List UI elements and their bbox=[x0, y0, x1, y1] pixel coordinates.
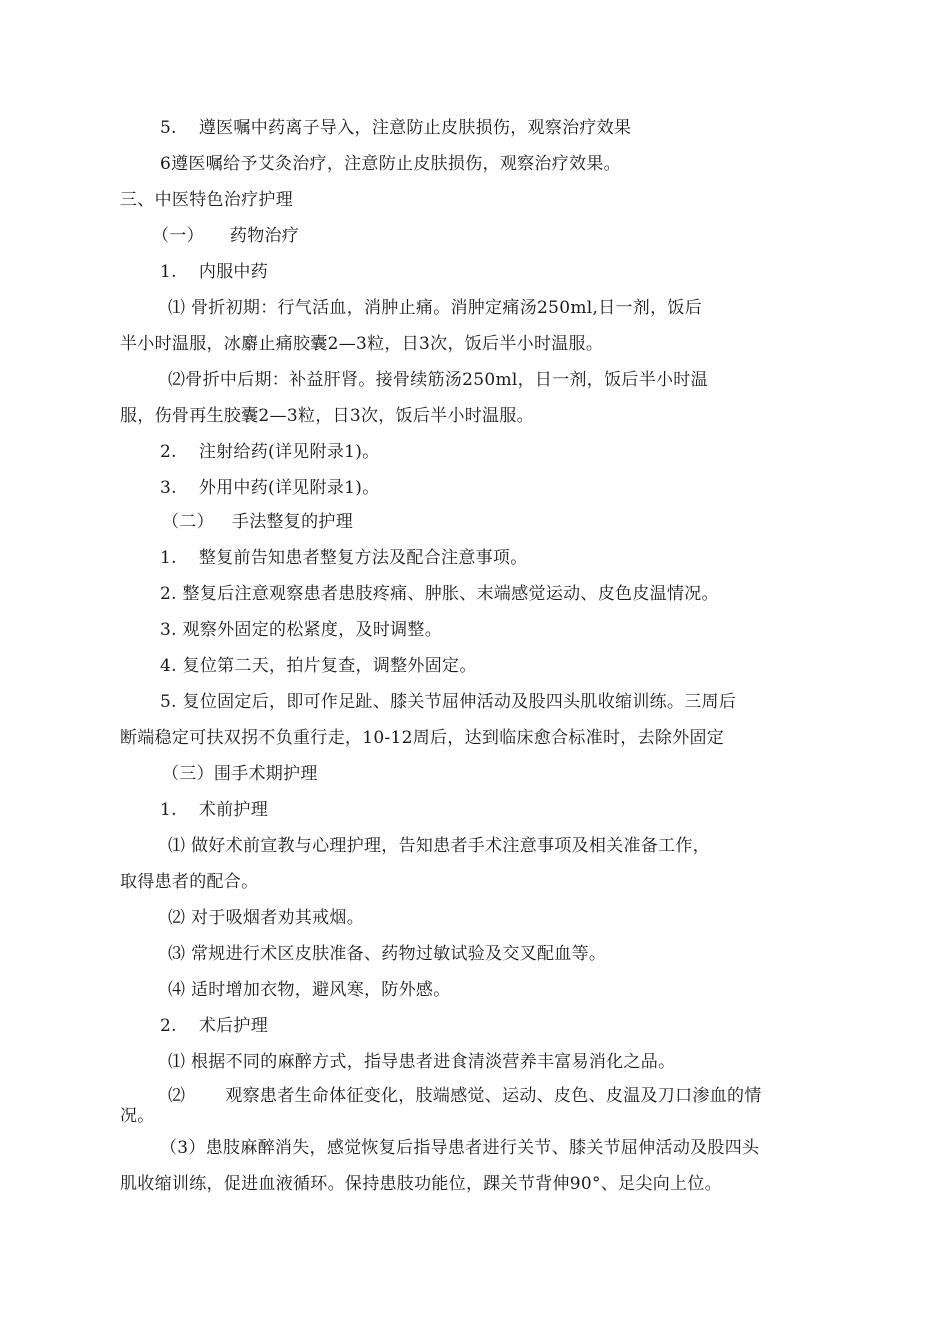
subsection-heading bbox=[152, 225, 299, 247]
paragraph-line bbox=[160, 441, 380, 463]
list-number: 2. bbox=[160, 1016, 177, 1036]
paragraph-line bbox=[160, 799, 268, 821]
paragraph-line bbox=[168, 979, 451, 1001]
line-text: 断端稳定可扶双拐不负重行走，10-12周后，达到临床愈合标准时，去除外固定 bbox=[120, 728, 725, 748]
paragraph-line bbox=[160, 153, 621, 175]
line-text: 三、中医特色治疗护理 bbox=[120, 190, 293, 210]
line-text: 术前护理 bbox=[198, 800, 269, 820]
paragraph-line bbox=[120, 727, 724, 749]
line-text: 3. 观察外固定的松紧度，及时调整。 bbox=[160, 620, 443, 640]
paragraph-line bbox=[160, 691, 736, 713]
line-text: 服，伤骨再生胶囊2—3粒，日3次，饭后半小时温服。 bbox=[120, 406, 534, 426]
paragraph-line bbox=[160, 117, 631, 139]
line-text: 术后护理 bbox=[198, 1016, 269, 1036]
paragraph-line bbox=[160, 1015, 268, 1037]
list-number: 1. bbox=[160, 548, 177, 568]
line-text: 6遵医嘱给予艾灸治疗，注意防止皮肤损伤，观察治疗效果。 bbox=[160, 154, 621, 174]
list-number: ⑵ bbox=[168, 1086, 186, 1106]
paragraph-line bbox=[168, 835, 710, 857]
list-number: 3. bbox=[160, 478, 177, 498]
paragraph-line bbox=[160, 547, 528, 569]
line-text: 5. 复位固定后，即可作足趾、膝关节屈伸活动及股四头肌收缩训练。三周后 bbox=[160, 692, 737, 712]
paragraph-line bbox=[120, 871, 258, 893]
paragraph-line bbox=[160, 261, 268, 283]
paragraph-line bbox=[160, 655, 477, 677]
paragraph-line bbox=[120, 1105, 155, 1127]
line-text: 整复前告知患者整复方法及配合注意事项。 bbox=[198, 548, 528, 568]
line-text: ⑵骨折中后期：补益肝肾。接骨续筋汤250ml，日一剂，饭后半小时温 bbox=[168, 370, 708, 390]
paragraph-line bbox=[160, 583, 719, 605]
line-text: 观察患者生命体征变化，肢端感觉、运动、皮色、皮温及刀口渗血的情 bbox=[225, 1086, 762, 1106]
line-text: 注射给药(详见附录1)。 bbox=[198, 442, 380, 462]
paragraph-line bbox=[168, 1085, 762, 1107]
subsection-heading bbox=[162, 763, 318, 785]
paragraph-line bbox=[120, 333, 603, 355]
line-text: 取得患者的配合。 bbox=[120, 872, 259, 892]
list-number: 5. bbox=[160, 118, 177, 138]
line-text: 半小时温服，冰麝止痛胶囊2—3粒，日3次，饭后半小时温服。 bbox=[120, 334, 604, 354]
line-text: 手法整复的护理 bbox=[231, 512, 354, 532]
line-text: （三）围手术期护理 bbox=[162, 764, 318, 784]
list-number: 1. bbox=[160, 800, 177, 820]
line-text: 外用中药(详见附录1)。 bbox=[198, 478, 380, 498]
line-text: 遵医嘱中药离子导入，注意防止皮肤损伤，观察治疗效果 bbox=[198, 118, 632, 138]
subsection-heading bbox=[162, 511, 353, 533]
paragraph-line bbox=[160, 1137, 759, 1159]
line-text: 2. 整复后注意观察患者患肢疼痛、肿胀、末端感觉运动、皮色皮温情况。 bbox=[160, 584, 719, 604]
paragraph-line bbox=[160, 619, 442, 641]
paragraph-line bbox=[168, 907, 364, 929]
paragraph-line bbox=[120, 1173, 722, 1195]
line-text: ⑴ 根据不同的麻醉方式，指导患者进食清淡营养丰富易消化之品。 bbox=[168, 1052, 676, 1072]
paragraph-line bbox=[168, 297, 702, 319]
section-heading bbox=[120, 189, 293, 211]
paragraph-line bbox=[120, 405, 534, 427]
list-number: （一） bbox=[152, 226, 204, 246]
line-text: 药物治疗 bbox=[229, 226, 300, 246]
paragraph-line bbox=[168, 369, 708, 391]
line-text: 内服中药 bbox=[198, 262, 269, 282]
paragraph-line bbox=[168, 1051, 675, 1073]
list-number: 2. bbox=[160, 442, 177, 462]
line-text: 4. 复位第二天，拍片复查，调整外固定。 bbox=[160, 656, 477, 676]
line-text: ⑷ 适时增加衣物，避风寒，防外感。 bbox=[168, 980, 451, 1000]
line-text: ⑵ 对于吸烟者劝其戒烟。 bbox=[168, 908, 365, 928]
line-text: （3）患肢麻醉消失，感觉恢复后指导患者进行关节、膝关节屈伸活动及股四头 bbox=[160, 1138, 760, 1158]
line-text: ⑶ 常规进行术区皮肤准备、药物过敏试验及交叉配血等。 bbox=[168, 944, 607, 964]
paragraph-line bbox=[168, 943, 606, 965]
line-text: ⑴ 骨折初期：行气活血，消肿止痛。消肿定痛汤250ml,日一剂，饭后 bbox=[168, 298, 703, 318]
line-text: ⑴ 做好术前宣教与心理护理，告知患者手术注意事项及相关准备工作， bbox=[168, 836, 711, 856]
list-number: （二） bbox=[162, 512, 214, 532]
list-number: 1. bbox=[160, 262, 177, 282]
line-text: 肌收缩训练，促进血液循环。保持患肢功能位，踝关节背伸90°、足尖向上位。 bbox=[120, 1174, 722, 1194]
paragraph-line bbox=[160, 477, 380, 499]
line-text: 况。 bbox=[120, 1106, 155, 1126]
